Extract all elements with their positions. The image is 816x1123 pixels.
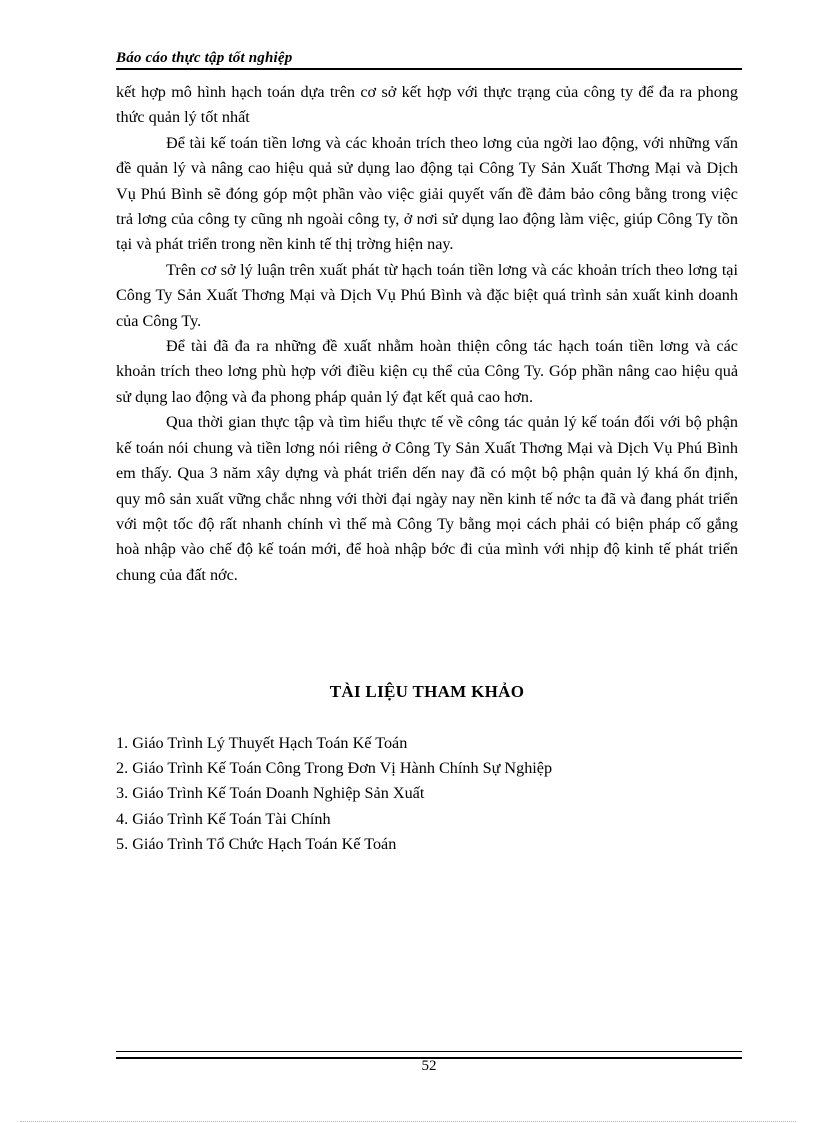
page-number: 52 bbox=[421, 1058, 437, 1074]
page-header bbox=[116, 48, 742, 70]
paragraph-2: Để tài kế toán tiền lơng và các khoản trích theo lơng của ngời lao động, với những vấn đề quản lý và nâng cao hiệu quả sử dụng lao động tại Công Ty Sản Xuất Thơng Mại và Dịch Vụ Phú Bình sẽ đóng góp một phần vào việc giải quyết vấn đề đảm bảo công bằng trong việc trả lơng của công ty cũng nh ngoài công ty, ở nơi sử dụng lao động làm việc, giúp Công Ty tồn tại và phát triển trong nền kinh tế thị trờng hiện nay. bbox=[116, 133, 738, 254]
paragraph-3: Trên cơ sở lý luận trên xuất phát từ hạch toán tiền lơng và các khoản trích theo lơng tại Công Ty Sản Xuất Thơng Mại và Dịch Vụ Phú Bình và đặc biệt quá trình sản xuất kinh doanh của Công Ty. bbox=[116, 260, 738, 330]
body-text bbox=[116, 80, 738, 588]
reference-item: 3. Giáo Trình Kế Toán Doanh Nghiệp Sản Xuất bbox=[116, 784, 425, 803]
reference-item: 4. Giáo Trình Kế Toán Tài Chính bbox=[116, 809, 331, 828]
reference-item: 1. Giáo Trình Lý Thuyết Hạch Toán Kế Toán bbox=[116, 734, 408, 752]
reference-item: 2. Giáo Trình Kế Toán Công Trong Đơn Vị Hành Chính Sự Nghiệp bbox=[116, 759, 553, 778]
references-list bbox=[116, 731, 738, 857]
references-title: TÀI LIỆU THAM KHẢO bbox=[329, 682, 525, 701]
paragraph-4: Để tài đã đa ra những đề xuất nhằm hoàn thiện công tác hạch toán tiền lơng và các khoản trích theo lơng phù hợp với điều kiện cụ thể của Công Ty. Góp phần nâng cao hiệu quả sử dụng lao động và đa phong pháp quản lý đạt kết quả cao hơn. bbox=[116, 337, 738, 406]
paragraph-1: kết hợp mô hình hạch toán dựa trên cơ sở kết hợp với thực trạng của công ty để đa ra phong thức quản lý tốt nhất bbox=[116, 83, 738, 127]
page-edge-divider bbox=[20, 1121, 796, 1122]
reference-item: 5. Giáo Trình Tổ Chức Hạch Toán Kế Toán bbox=[116, 834, 397, 853]
header-title: Báo cáo thực tập tốt nghiệp bbox=[116, 50, 293, 66]
paragraph-5: Qua thời gian thực tập và tìm hiểu thực tế về công tác quản lý kế toán đối với bộ phận kế toán nói chung và tiền lơng nói riêng ở Công Ty Sản Xuất Thơng Mại và Dịch Vụ Phú Bình em thấy. Qua 3 năm xây dựng và phát triển dến nay đã có một bộ phận quản lý khá ổn định, quy mô sản xuất vững chắc nhng với thời đại ngày nay nền kinh tế nớc ta đã và đang phát triển với một tốc độ rất nhanh chính vì thế mà Công Ty bằng mọi cách phải có biện pháp cố gắng hoà nhập vào chế độ kế toán mới, để hoà nhập bớc đi của mình với nhịp độ kinh tế phát triển chung của đất nớc. bbox=[116, 413, 738, 584]
